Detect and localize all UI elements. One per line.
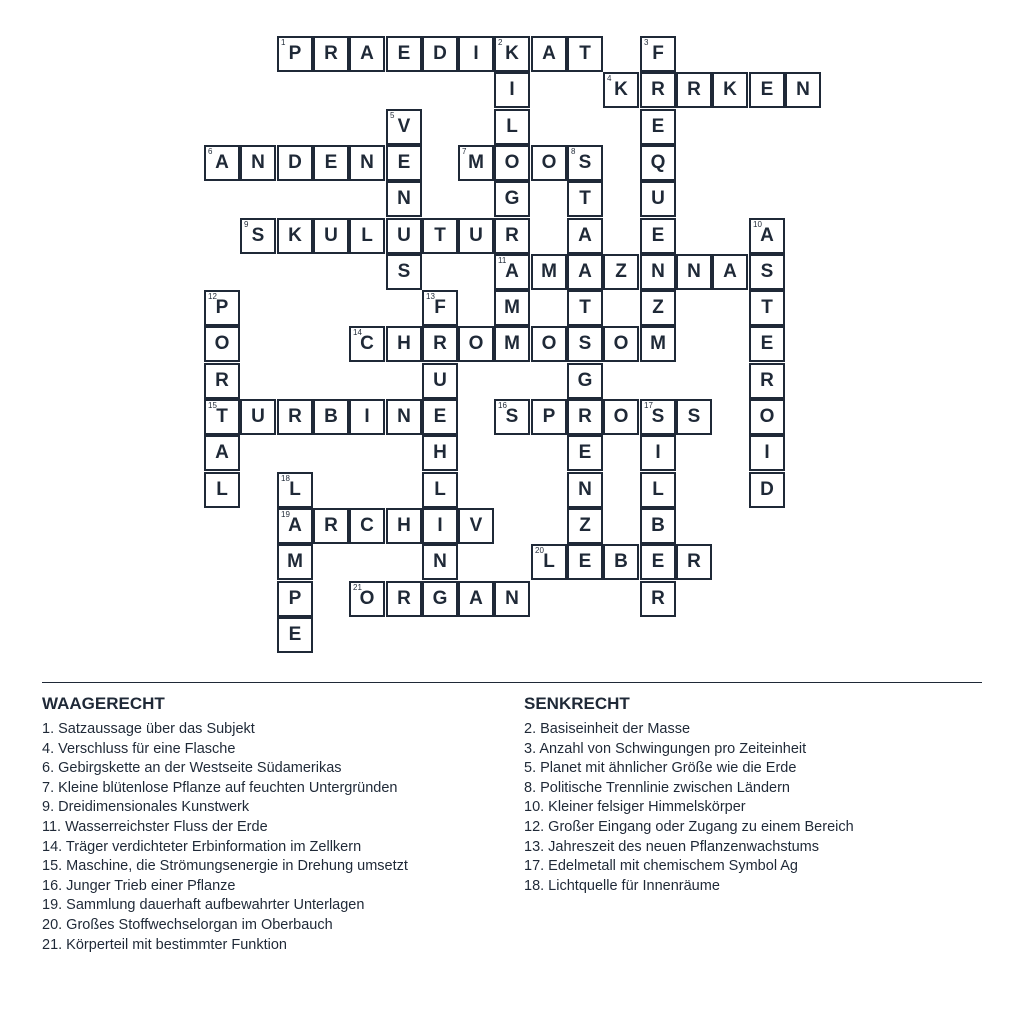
grid-cell[interactable]: [458, 508, 494, 544]
across-clues: [42, 694, 512, 955]
grid-cell[interactable]: [422, 218, 458, 254]
clue-number: 21: [353, 583, 362, 592]
cell-letter: K: [723, 79, 737, 100]
grid-cell[interactable]: [712, 72, 748, 108]
cell-letter: I: [655, 442, 661, 463]
cell-letter: M: [504, 297, 520, 318]
cell-letter: K: [288, 225, 302, 246]
cell-letter: L: [216, 479, 228, 500]
cell-letter: P: [542, 406, 556, 427]
down-clue: 10. Kleiner felsiger Himmelskörper: [524, 799, 746, 816]
clue-number: 15: [208, 401, 217, 410]
cell-letter: Z: [579, 515, 591, 536]
grid-cell[interactable]: [640, 218, 676, 254]
cell-letter: A: [215, 442, 229, 463]
cell-letter: R: [397, 588, 411, 609]
grid-cell[interactable]: [240, 218, 276, 254]
cell-letter: N: [251, 152, 265, 173]
cell-letter: R: [651, 79, 665, 100]
grid-cell[interactable]: [458, 145, 494, 181]
down-heading: SENKRECHT: [524, 694, 630, 713]
cell-letter: C: [360, 515, 374, 536]
cell-letter: T: [579, 43, 591, 64]
across-clue: 6. Gebirgskette an der Westseite Südamerikas: [42, 760, 342, 777]
down-clue: 3. Anzahl von Schwingungen pro Zeiteinheit: [524, 740, 807, 757]
cell-letter: G: [432, 588, 448, 609]
grid-cell[interactable]: [422, 581, 458, 617]
down-clues: [524, 694, 994, 896]
clue-number: 10: [753, 220, 762, 229]
cell-letter: N: [687, 261, 701, 282]
grid-cell[interactable]: [494, 36, 530, 72]
down-clue: 12. Großer Eingang oder Zugang zu einem Bereich: [524, 818, 854, 835]
grid-cell[interactable]: [494, 399, 530, 435]
cell-letter: E: [433, 406, 447, 427]
cell-letter: L: [361, 225, 373, 246]
grid-cell[interactable]: [785, 72, 821, 108]
grid-cell[interactable]: [749, 435, 785, 471]
grid-cell[interactable]: [749, 472, 785, 508]
clue-number: 6: [208, 147, 213, 156]
cell-letter: A: [578, 261, 592, 282]
grid-cell[interactable]: [494, 290, 530, 326]
grid-cell[interactable]: [749, 363, 785, 399]
grid-cell[interactable]: [277, 399, 313, 435]
cell-letter: E: [397, 43, 411, 64]
down-clue: 18. Lichtquelle für Innenräume: [524, 877, 720, 894]
cell-letter: A: [505, 261, 519, 282]
grid-cell[interactable]: [640, 508, 676, 544]
cell-letter: E: [578, 551, 592, 572]
cell-letter: U: [324, 225, 338, 246]
grid-cell[interactable]: [386, 581, 422, 617]
down-clue: 13. Jahreszeit des neuen Pflanzenwachstums: [524, 838, 820, 855]
cell-letter: S: [760, 261, 774, 282]
grid-cell[interactable]: [349, 581, 385, 617]
cell-letter: R: [760, 370, 774, 391]
grid-cell[interactable]: [676, 254, 712, 290]
cell-letter: E: [651, 551, 665, 572]
cell-letter: Z: [652, 297, 664, 318]
cell-letter: L: [543, 551, 555, 572]
grid-cell[interactable]: [567, 145, 603, 181]
cell-letter: S: [578, 152, 592, 173]
cell-letter: A: [723, 261, 737, 282]
cell-letter: A: [360, 43, 374, 64]
cell-letter: R: [651, 588, 665, 609]
grid-cell[interactable]: [277, 218, 313, 254]
clue-number: 2: [498, 38, 503, 47]
grid-cell[interactable]: [531, 254, 567, 290]
cell-letter: O: [613, 406, 629, 427]
cell-letter: E: [578, 442, 592, 463]
cell-letter: A: [215, 152, 229, 173]
grid-cell[interactable]: [349, 508, 385, 544]
cell-letter: I: [764, 442, 770, 463]
grid-cell[interactable]: [749, 399, 785, 435]
cell-letter: Q: [650, 152, 666, 173]
cell-letter: M: [468, 152, 484, 173]
clue-number: 11: [498, 256, 507, 265]
down-clue: 2. Basiseinheit der Masse: [524, 721, 691, 737]
grid-cell[interactable]: [458, 218, 494, 254]
cell-letter: E: [651, 225, 665, 246]
cell-letter: H: [433, 442, 447, 463]
grid-cell[interactable]: [567, 508, 603, 544]
grid-cell[interactable]: [386, 145, 422, 181]
grid-cell[interactable]: [313, 218, 349, 254]
across-clue: 14. Träger verdichteter Erbinformation im Zellkern: [42, 838, 362, 855]
grid-cell[interactable]: [422, 326, 458, 362]
grid-cell[interactable]: [277, 617, 313, 653]
cell-letter: H: [397, 333, 411, 354]
cell-letter: D: [433, 43, 447, 64]
grid-cell[interactable]: [204, 399, 240, 435]
grid-cell[interactable]: [640, 544, 676, 580]
cell-letter: F: [652, 43, 664, 64]
across-clue: 21. Körperteil mit bestimmter Funktion: [42, 936, 287, 953]
cell-letter: F: [434, 297, 446, 318]
cell-letter: S: [578, 333, 592, 354]
cell-letter: M: [541, 261, 557, 282]
clue-number: 7: [462, 147, 467, 156]
grid-cell[interactable]: [603, 399, 639, 435]
grid-cell[interactable]: [494, 181, 530, 217]
cell-letter: U: [469, 225, 483, 246]
across-clue: 15. Maschine, die Strömungsenergie in Drehung umsetzt: [42, 858, 408, 875]
grid-cell[interactable]: [313, 399, 349, 435]
cell-letter: P: [288, 588, 302, 609]
cell-letter: H: [397, 515, 411, 536]
clue-number: 16: [498, 401, 507, 410]
cell-letter: P: [288, 43, 302, 64]
grid-cell[interactable]: [494, 581, 530, 617]
cell-letter: T: [434, 225, 446, 246]
grid-cell[interactable]: [640, 254, 676, 290]
grid-cell[interactable]: [277, 581, 313, 617]
cell-letter: Z: [615, 261, 627, 282]
grid-cell[interactable]: [422, 472, 458, 508]
grid-cell[interactable]: [749, 254, 785, 290]
grid-cell[interactable]: [422, 290, 458, 326]
cell-letter: B: [651, 515, 665, 536]
cell-letter: R: [288, 406, 302, 427]
grid-cell[interactable]: [640, 435, 676, 471]
clue-number: 13: [426, 292, 435, 301]
grid-cell[interactable]: [640, 290, 676, 326]
clue-number: 12: [208, 292, 217, 301]
across-heading: WAAGERECHT: [42, 694, 165, 713]
cell-letter: L: [506, 116, 518, 137]
cell-letter: O: [468, 333, 484, 354]
grid-cell[interactable]: [422, 363, 458, 399]
clue-number: 1: [281, 38, 286, 47]
grid-cell[interactable]: [676, 399, 712, 435]
cell-letter: O: [541, 152, 557, 173]
clue-number: 17: [644, 401, 653, 410]
grid-cell[interactable]: [240, 399, 276, 435]
cell-letter: P: [215, 297, 229, 318]
cell-letter: I: [364, 406, 370, 427]
grid-cell[interactable]: [640, 36, 676, 72]
cell-letter: K: [505, 43, 519, 64]
grid-cell[interactable]: [531, 399, 567, 435]
grid-cell[interactable]: [349, 326, 385, 362]
clue-number: 14: [353, 328, 362, 337]
grid-cell[interactable]: [603, 254, 639, 290]
down-clue: 17. Edelmetall mit chemischem Symbol Ag: [524, 858, 798, 875]
grid-cell[interactable]: [531, 36, 567, 72]
cell-letter: M: [504, 333, 520, 354]
grid-cell[interactable]: [204, 326, 240, 362]
cell-letter: N: [433, 551, 447, 572]
cell-letter: E: [288, 624, 302, 645]
cell-letter: V: [397, 116, 411, 137]
across-clue: 7. Kleine blütenlose Pflanze auf feuchten Untergründen: [42, 779, 398, 796]
clue-number: 3: [644, 38, 649, 47]
cell-letter: S: [651, 406, 665, 427]
grid-cell[interactable]: [749, 290, 785, 326]
cell-letter: E: [397, 152, 411, 173]
cell-letter: E: [760, 333, 774, 354]
cell-letter: T: [579, 188, 591, 209]
across-clue: 1. Satzaussage über das Subjekt: [42, 721, 255, 737]
grid-cell[interactable]: [204, 363, 240, 399]
grid-cell[interactable]: [640, 399, 676, 435]
grid-cell[interactable]: [386, 508, 422, 544]
grid-cell[interactable]: [422, 36, 458, 72]
cell-letter: L: [652, 479, 664, 500]
grid-cell[interactable]: [494, 218, 530, 254]
cell-letter: N: [397, 406, 411, 427]
cell-letter: E: [324, 152, 338, 173]
cell-letter: O: [613, 333, 629, 354]
grid-cell[interactable]: [567, 544, 603, 580]
clue-number: 8: [571, 147, 576, 156]
cell-letter: S: [505, 406, 519, 427]
grid-cell[interactable]: [386, 399, 422, 435]
grid-cell[interactable]: [386, 36, 422, 72]
cell-letter: M: [650, 333, 666, 354]
cell-letter: U: [397, 225, 411, 246]
grid-cell[interactable]: [640, 581, 676, 617]
cell-letter: T: [579, 297, 591, 318]
grid-cell[interactable]: [494, 72, 530, 108]
divider: [42, 682, 982, 683]
grid-cell[interactable]: [640, 109, 676, 145]
grid-cell[interactable]: [567, 218, 603, 254]
clue-number: 9: [244, 220, 249, 229]
grid-cell[interactable]: [676, 544, 712, 580]
grid-cell[interactable]: [749, 218, 785, 254]
grid-cell[interactable]: [640, 145, 676, 181]
grid-cell[interactable]: [749, 326, 785, 362]
cell-letter: R: [687, 79, 701, 100]
grid-cell[interactable]: [204, 472, 240, 508]
grid-cell[interactable]: [458, 326, 494, 362]
cell-letter: C: [360, 333, 374, 354]
clue-number: 4: [607, 74, 612, 83]
clue-number: 5: [390, 111, 395, 120]
grid-cell[interactable]: [458, 581, 494, 617]
cell-letter: U: [651, 188, 665, 209]
cell-letter: N: [578, 479, 592, 500]
grid-cell[interactable]: [567, 326, 603, 362]
cell-letter: D: [760, 479, 774, 500]
grid-cell[interactable]: [313, 508, 349, 544]
cell-letter: B: [324, 406, 338, 427]
cell-letter: R: [433, 333, 447, 354]
grid-cell[interactable]: [494, 326, 530, 362]
cell-letter: A: [578, 225, 592, 246]
cell-letter: O: [541, 333, 557, 354]
grid-cell[interactable]: [749, 72, 785, 108]
cell-letter: G: [577, 370, 593, 391]
cell-letter: S: [397, 261, 411, 282]
grid-cell[interactable]: [277, 145, 313, 181]
cell-letter: V: [469, 515, 483, 536]
grid-cell[interactable]: [531, 326, 567, 362]
cell-letter: O: [214, 333, 230, 354]
cell-letter: N: [651, 261, 665, 282]
grid-cell[interactable]: [204, 435, 240, 471]
across-clue: 20. Großes Stoffwechselorgan im Oberbauch: [42, 916, 333, 933]
grid-cell[interactable]: [567, 181, 603, 217]
grid-cell[interactable]: [603, 72, 639, 108]
grid-cell[interactable]: [567, 254, 603, 290]
grid-cell[interactable]: [277, 508, 313, 544]
cell-letter: N: [397, 188, 411, 209]
cell-letter: S: [251, 225, 265, 246]
cell-letter: N: [796, 79, 810, 100]
grid-cell[interactable]: [567, 472, 603, 508]
cell-letter: U: [433, 370, 447, 391]
cell-letter: B: [614, 551, 628, 572]
cell-letter: A: [469, 588, 483, 609]
grid-cell[interactable]: [603, 544, 639, 580]
cell-letter: T: [216, 406, 228, 427]
grid-cell[interactable]: [422, 399, 458, 435]
cell-letter: E: [760, 79, 774, 100]
cell-letter: I: [437, 515, 443, 536]
grid-cell[interactable]: [567, 435, 603, 471]
grid-cell[interactable]: [277, 36, 313, 72]
across-clue: 9. Dreidimensionales Kunstwerk: [42, 799, 250, 816]
grid-cell[interactable]: [386, 218, 422, 254]
grid-cell[interactable]: [240, 145, 276, 181]
grid-cell[interactable]: [277, 544, 313, 580]
cell-letter: U: [251, 406, 265, 427]
cell-letter: I: [509, 79, 515, 100]
cell-letter: N: [360, 152, 374, 173]
grid-cell[interactable]: [386, 181, 422, 217]
cell-letter: O: [359, 588, 375, 609]
grid-cell[interactable]: [349, 218, 385, 254]
grid-cell[interactable]: [386, 109, 422, 145]
cell-letter: K: [614, 79, 628, 100]
cell-letter: O: [504, 152, 520, 173]
grid-cell[interactable]: [349, 145, 385, 181]
cell-letter: R: [324, 43, 338, 64]
cell-letter: T: [761, 297, 773, 318]
grid-cell[interactable]: [422, 435, 458, 471]
across-clue: 19. Sammlung dauerhaft aufbewahrter Unterlagen: [42, 897, 365, 914]
cell-letter: D: [288, 152, 302, 173]
cell-letter: E: [651, 116, 665, 137]
grid-cell[interactable]: [422, 544, 458, 580]
clue-number: 20: [535, 546, 544, 555]
grid-cell[interactable]: [386, 326, 422, 362]
grid-cell[interactable]: [567, 290, 603, 326]
down-clue: 8. Politische Trennlinie zwischen Ländern: [524, 779, 790, 796]
grid-cell[interactable]: [386, 254, 422, 290]
cell-letter: A: [542, 43, 556, 64]
cell-letter: M: [287, 551, 303, 572]
grid-cell[interactable]: [531, 544, 567, 580]
cell-letter: R: [687, 551, 701, 572]
grid-cell[interactable]: [494, 145, 530, 181]
across-clue: 4. Verschluss für eine Flasche: [42, 740, 236, 757]
grid-cell[interactable]: [567, 36, 603, 72]
across-clue: 16. Junger Trieb einer Pflanze: [42, 877, 236, 894]
cell-letter: R: [324, 515, 338, 536]
grid-cell[interactable]: [277, 472, 313, 508]
grid-cell[interactable]: [313, 145, 349, 181]
cell-letter: A: [288, 515, 302, 536]
grid-cell[interactable]: [422, 508, 458, 544]
grid-cell[interactable]: [313, 36, 349, 72]
grid-cell[interactable]: [640, 472, 676, 508]
grid-cell[interactable]: [204, 290, 240, 326]
cell-letter: S: [687, 406, 701, 427]
across-clue: 11. Wasserreichster Fluss der Erde: [42, 818, 268, 835]
grid-cell[interactable]: [567, 399, 603, 435]
grid-cell[interactable]: [640, 181, 676, 217]
grid-cell[interactable]: [494, 254, 530, 290]
grid-cell[interactable]: [458, 36, 494, 72]
grid-cell[interactable]: [494, 109, 530, 145]
grid-cell[interactable]: [603, 326, 639, 362]
cell-letter: I: [473, 43, 479, 64]
cell-letter: A: [760, 225, 774, 246]
down-clue: 5. Planet mit ähnlicher Größe wie die Erde: [524, 760, 797, 777]
cell-letter: R: [215, 370, 229, 391]
cell-letter: R: [578, 406, 592, 427]
grid-cell[interactable]: [676, 72, 712, 108]
clue-number: 18: [281, 474, 290, 483]
cell-letter: L: [434, 479, 446, 500]
cell-letter: L: [289, 479, 301, 500]
grid-cell[interactable]: [204, 145, 240, 181]
clue-number: 19: [281, 510, 290, 519]
grid-cell[interactable]: [531, 145, 567, 181]
cell-letter: N: [505, 588, 519, 609]
cell-letter: R: [505, 225, 519, 246]
cell-letter: G: [504, 188, 520, 209]
grid-cell[interactable]: [349, 36, 385, 72]
grid-cell[interactable]: [349, 399, 385, 435]
cell-letter: O: [759, 406, 775, 427]
grid-cell[interactable]: [567, 363, 603, 399]
grid-cell[interactable]: [640, 326, 676, 362]
grid-cell[interactable]: [712, 254, 748, 290]
grid-cell[interactable]: [640, 72, 676, 108]
